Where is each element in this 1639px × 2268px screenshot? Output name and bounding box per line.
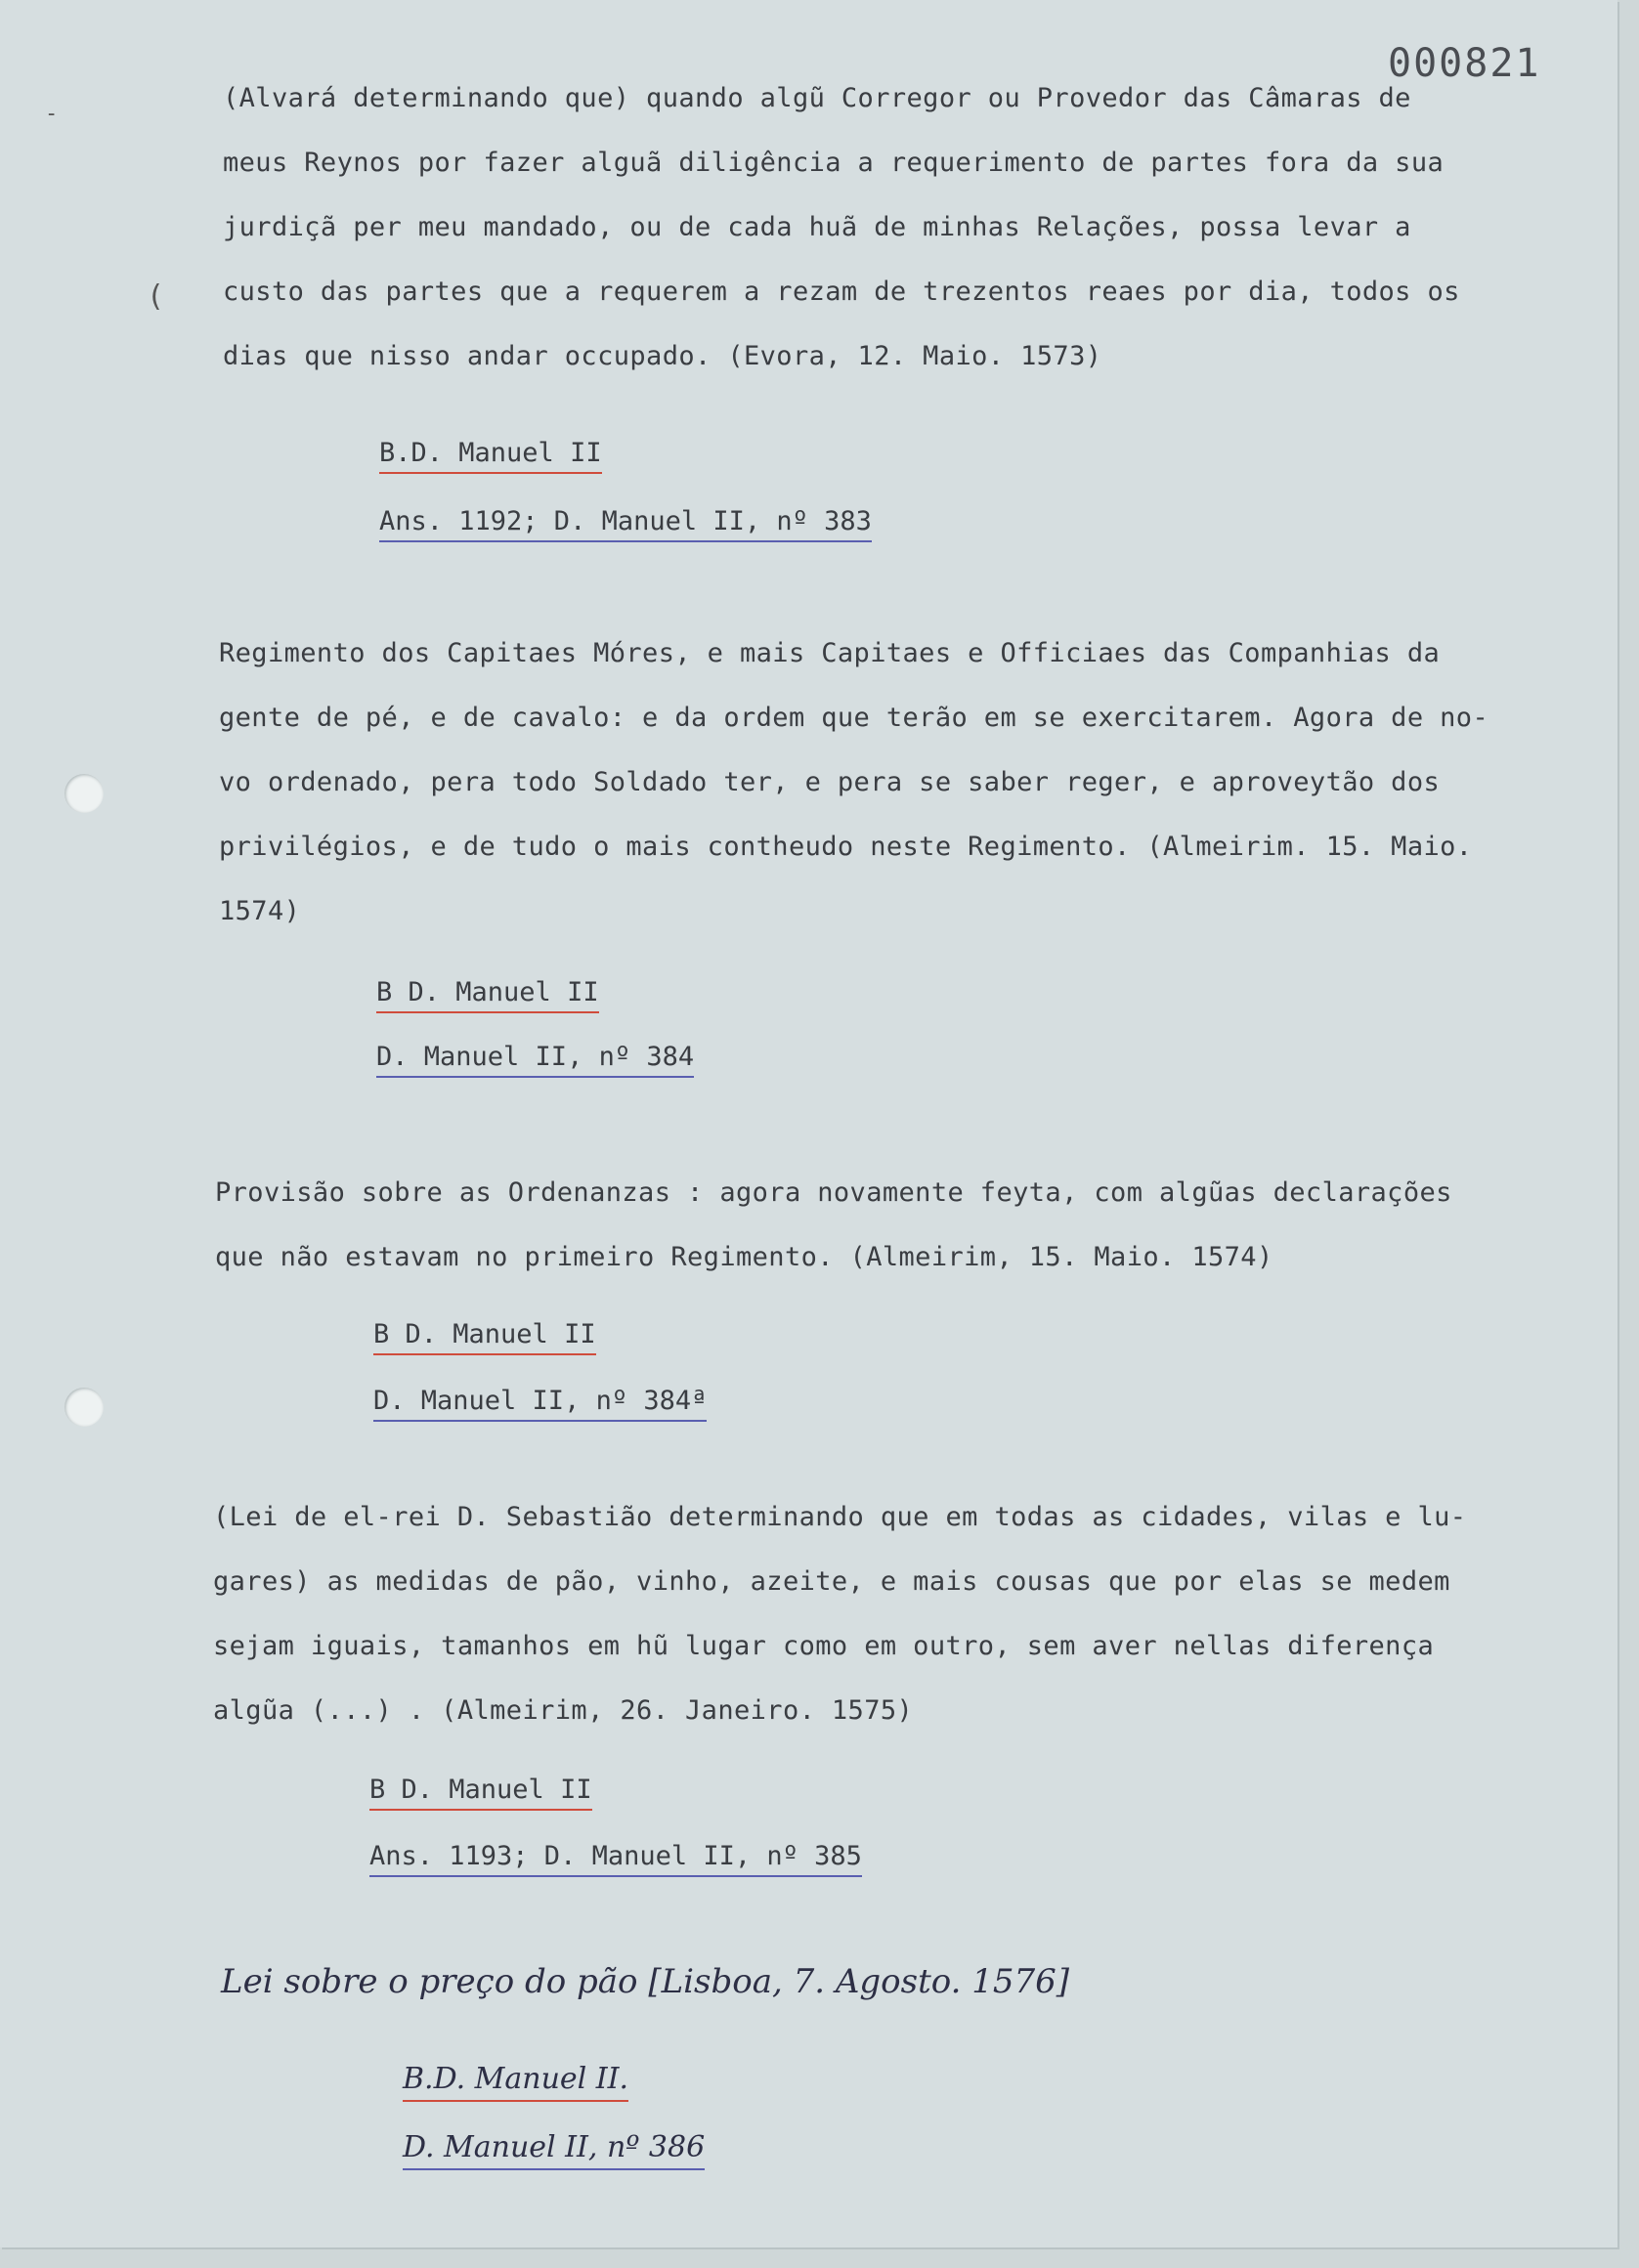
entry-text: Regimento dos Capitaes Móres, e mais Capitaes e Officiaes das Companhias da gente de pé, e de cavalo: e da ordem que terão em se exercitarem. Agora de no- vo ordenado, pera todo Soldado ter, e pera se saber reger, e aproveytão dos privilégios, e de tudo o mais contheudo neste Regimento. (Almeirim. 15. Maio. 1574) — [219, 638, 1489, 926]
reference-catalog: D. Manuel II, nº 384 — [376, 1042, 694, 1078]
entry-text: (Lei de el-rei D. Sebastião determinando que em todas as cidades, vilas e lu- gares) as medidas de pão, vinho, azeite, e mais cousas que por elas se medem sejam iguais, tamanhos em hũ lugar como em outro, sem aver nellas diferença algũa (...) . (Almeirim, 26. Janeiro. 1575) — [213, 1502, 1467, 1726]
handwritten-entry: Lei sobre o preço do pão [Lisboa, 7. Agosto. 1576] — [221, 1962, 1070, 2001]
reference-library: B D. Manuel II — [373, 1319, 596, 1355]
punch-hole — [65, 1388, 104, 1427]
archive-number-stamp: 000821 — [1388, 41, 1541, 86]
handwritten-reference-catalog: D. Manuel II, nº 386 — [403, 2130, 705, 2170]
punch-hole — [65, 774, 104, 813]
handwritten-reference-library: B.D. Manuel II. — [403, 2062, 628, 2102]
reference-library: B D. Manuel II — [376, 977, 599, 1013]
reference-library: B.D. Manuel II — [379, 438, 602, 474]
reference-catalog: Ans. 1193; D. Manuel II, nº 385 — [369, 1841, 862, 1877]
reference-library: B D. Manuel II — [369, 1775, 592, 1811]
entry-text: Provisão sobre as Ordenanzas : agora novamente feyta, com algũas declarações que não estavam no primeiro Regimento. (Almeirim, 15. Maio. 1574) — [215, 1177, 1452, 1272]
margin-mark: ‑ — [45, 102, 59, 126]
reference-catalog: Ans. 1192; D. Manuel II, nº 383 — [379, 506, 872, 542]
entry-text: (Alvará determinando que) quando algũ Corregor ou Provedor das Câmaras de meus Reynos por fazer alguã diligência a requerimento de partes fora da sua jurdiçã per meu mandado, ou de cada huã de minhas Relações, possa levar a custo das partes que a requerem a rezam de trezentos reaes por dia, todos os dias que nisso andar occupado. (Evora, 12. Maio. 1573) — [223, 83, 1460, 371]
reference-catalog: D. Manuel II, nº 384ª — [373, 1386, 707, 1422]
margin-mark: ( — [147, 279, 165, 314]
